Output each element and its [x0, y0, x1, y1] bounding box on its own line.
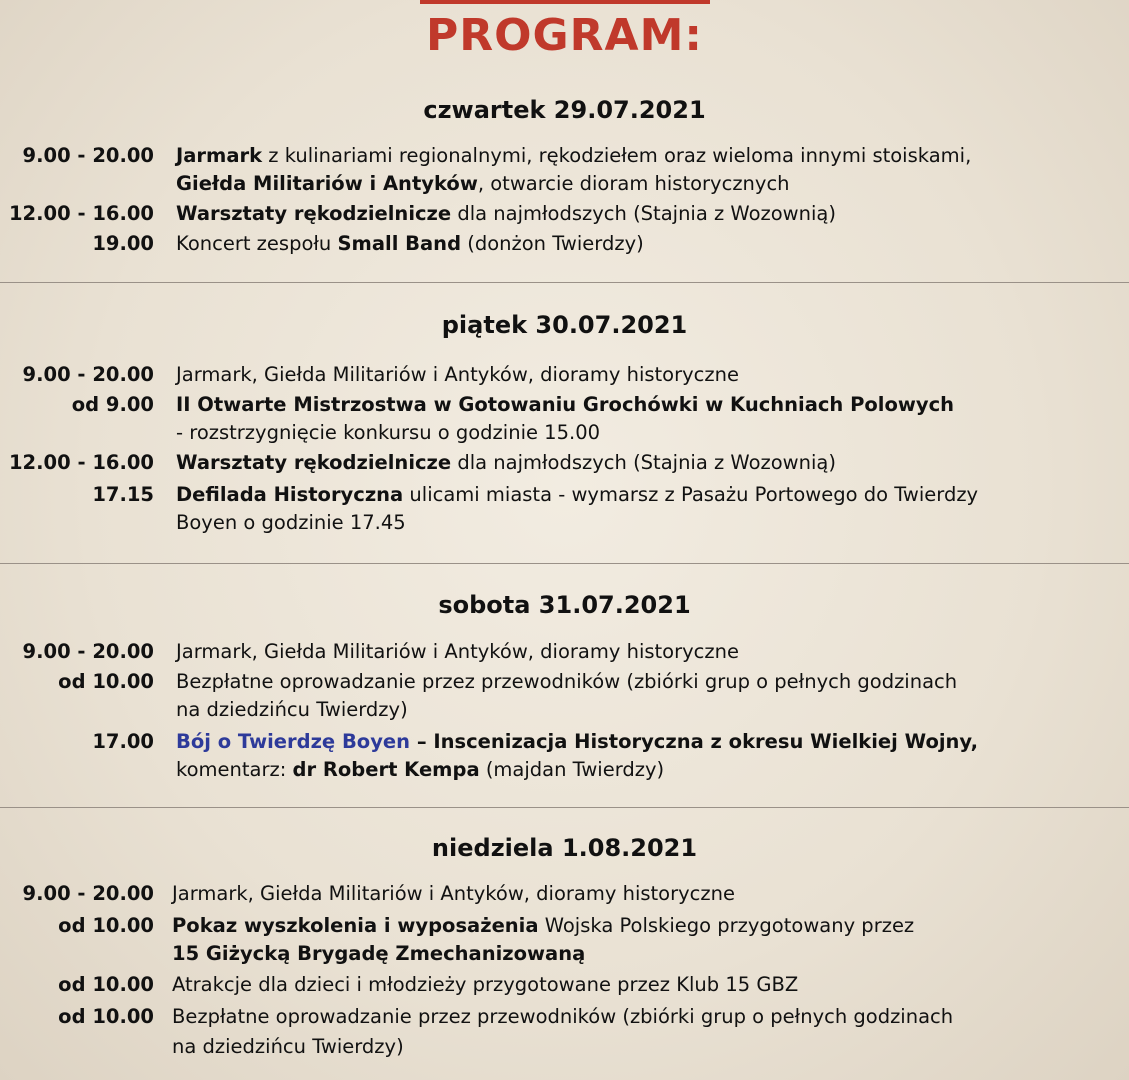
- row-time: 12.00 - 16.00: [8, 202, 154, 225]
- row-desc: Jarmark, Giełda Militariów i Antyków, dioramy historyczne: [172, 882, 735, 905]
- row-desc: II Otwarte Mistrzostwa w Gotowaniu Grochówki w Kuchniach Polowych: [176, 393, 955, 416]
- day-heading-saturday: sobota 31.07.2021: [438, 591, 691, 619]
- row-desc: Giełda Militariów i Antyków, otwarcie dioram historycznych: [176, 172, 790, 195]
- row-time: od 10.00: [58, 1005, 154, 1028]
- day-heading-friday: piątek 30.07.2021: [441, 311, 688, 339]
- page-title: PROGRAM:: [426, 10, 703, 61]
- row-time: 9.00 - 20.00: [22, 144, 154, 167]
- row-time: od 9.00: [71, 393, 154, 416]
- section-divider: [0, 807, 1129, 808]
- row-time: 12.00 - 16.00: [8, 451, 154, 474]
- row-desc: Warsztaty rękodzielnicze dla najmłodszych (Stajnia z Wozownią): [176, 202, 836, 225]
- row-time: 17.15: [92, 483, 154, 506]
- row-desc: na dziedzińcu Twierdzy): [176, 698, 408, 721]
- row-desc: Jarmark, Giełda Militariów i Antyków, dioramy historyczne: [176, 640, 739, 663]
- row-desc: Bezpłatne oprowadzanie przez przewodników (zbiórki grup o pełnych godzinach: [172, 1005, 954, 1028]
- row-desc: komentarz: dr Robert Kempa (majdan Twierdzy): [176, 758, 665, 781]
- row-desc: Boyen o godzinie 17.45: [176, 511, 406, 534]
- row-desc: Warsztaty rękodzielnicze dla najmłodszych (Stajnia z Wozownią): [176, 451, 836, 474]
- event-link[interactable]: Bój o Twierdzę Boyen: [176, 730, 411, 753]
- day-heading-thursday: czwartek 29.07.2021: [423, 96, 706, 124]
- row-desc: Bój o Twierdzę Boyen – Inscenizacja Historyczna z okresu Wielkiej Wojny,: [176, 730, 979, 753]
- row-time: od 10.00: [58, 914, 154, 937]
- row-time: 9.00 - 20.00: [22, 363, 154, 386]
- row-desc: Koncert zespołu Small Band (donżon Twierdzy): [176, 232, 644, 255]
- row-desc: Pokaz wyszkolenia i wyposażenia Wojska Polskiego przygotowany przez: [172, 914, 915, 937]
- section-divider: [0, 282, 1129, 283]
- row-desc: - rozstrzygnięcie konkursu o godzinie 15.00: [176, 421, 601, 444]
- row-time: od 10.00: [58, 973, 154, 996]
- top-accent-bar: [420, 0, 710, 4]
- row-desc: Defilada Historyczna ulicami miasta - wymarsz z Pasażu Portowego do Twierdzy: [176, 483, 979, 506]
- day-heading-sunday: niedziela 1.08.2021: [431, 834, 698, 862]
- row-time: 9.00 - 20.00: [22, 882, 154, 905]
- row-time: 19.00: [92, 232, 154, 255]
- row-time: od 10.00: [58, 670, 154, 693]
- row-desc: na dziedzińcu Twierdzy): [172, 1035, 404, 1058]
- row-desc: Jarmark z kulinariami regionalnymi, rękodziełem oraz wieloma innymi stoiskami,: [176, 144, 972, 167]
- row-desc: 15 Giżycką Brygadę Zmechanizowaną: [172, 942, 586, 965]
- section-divider: [0, 563, 1129, 564]
- row-desc: Atrakcje dla dzieci i młodzieży przygotowane przez Klub 15 GBZ: [172, 973, 799, 996]
- row-time: 9.00 - 20.00: [22, 640, 154, 663]
- row-desc: Bezpłatne oprowadzanie przez przewodników (zbiórki grup o pełnych godzinach: [176, 670, 958, 693]
- row-time: 17.00: [92, 730, 154, 753]
- row-desc: Jarmark, Giełda Militariów i Antyków, dioramy historyczne: [176, 363, 739, 386]
